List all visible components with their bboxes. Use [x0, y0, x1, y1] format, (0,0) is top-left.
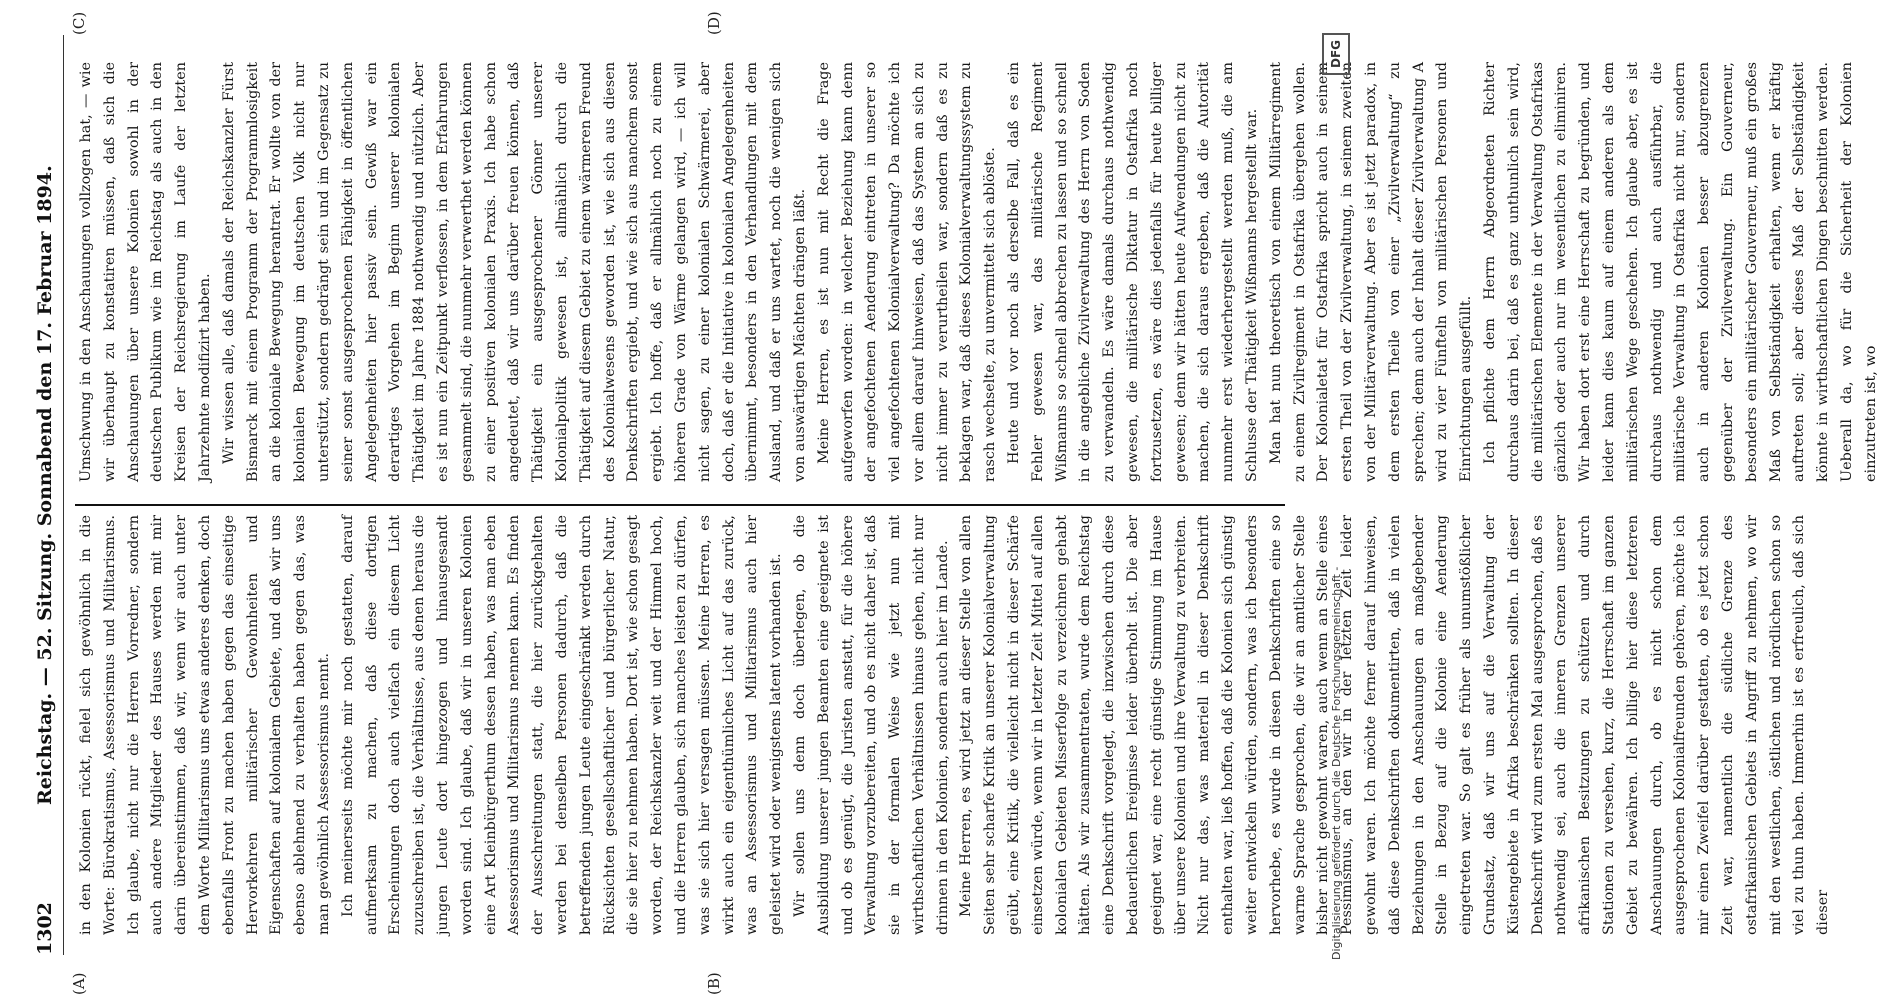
text-column-right — [75, 62, 1879, 482]
paragraph: Umschwung in den Anschauungen vollzogen hat, — wie wir überhaupt zu konstatiren müssen, daß sich die Anschauungen über unsere Kolonien sowohl in der deutschen Publikum wie im Reichstag als auch in den Kreisen der Reichsregierung im Laufe der letzten Jahrzehnte modifizirt haben. — [78, 62, 213, 482]
page-header — [30, 35, 60, 955]
paragraph: Man hat nun theoretisch von einem Militärregiment zu einem Zivilregiment in Ostafrika übergehen wollen. Der Kolonialetat für Ostafrika spricht auch in seinem ersten Theil von der Zivilverwaltung, in seinem zweiten von der Militärverwaltung. Aber es ist jetzt paradox, in dem ersten Theile von einer „Zivilverwaltung“ zu sprechen; denn auch der Inhalt dieser Zivilverwaltung A wird zu vier Fünfteln von militärischen Personen und Einrichtungen ausgefüllt. — [1267, 62, 1475, 482]
margin-label-d: (D) — [705, 11, 723, 35]
paragraph: in den Kolonien rückt, fielel sich gewöhnlich in die Worte: Bürokratismus, Assessorismus und Militarismus. Ich glaube, nicht nur die Herren Vorredner, sondern auch andere Mitglieder des Hauses werden mit mir darin übereinstimmen, daß wir, wenn wir auch unter dem Worte Militarismus uns etwas anderes denken, doch ebenfalls Front zu machen haben gegen das einseitige Hervorkehren militärischer Gewohnheiten und Eigenschaften auf kolonialem Gebiete, und daß wir uns ebenso ablehnend zu verhalten haben gegen das, was man gewöhnlich Assessorismus nennt. — [78, 515, 332, 935]
paragraph: Meine Herren, es wird jetzt an dieser Stelle von allen Seiten sehr scharfe Kritik an unserer Kolonialverwaltung geübt, eine Kritik, die vielleicht nicht in dieser Schärfe einsetzen würde, wenn wir in letzter Zeit Mittel auf allen kolonialen Gebieten Misserfolge zu verzeichnen gehabt hätten. Als wir zusammentraten, wurde dem Reichstag eine Denkschrift vorgelegt, die inzwischen durch diese bedauerlichen Ereignisse leider überholt ist. Die aber geeignet war, eine recht günstige Stimmung im Hause über unsere Kolonien und ihre Verwaltung zu verbreiten. Nicht nur das, was materiell in dieser Denkschrift enthalten war, ließ hoffen, daß die Kolonien sich günstig weiter entwickeln würden, sondern, was ich besonders hervorhebe, es wurde in diesen Denkschriften eine so warme Sprache gesprochen, die wir an amtlicher Stelle bisher nicht gewohnt waren, auch wenn an Stelle eines Pessimismus, an den wir in der letzten Zeit leider gewohnt waren. Ich möchte ferner darauf hinweisen, daß diese Denkschriften dokumentirten, daß in vielen Beziehungen in den Anschauungen an maßgebender Stelle in Bezug auf die Kolonie eine Aenderung eingetreten war. So galt es früher als unumstößlicher Grundsatz, daß wir uns auf die Verwaltung der Küstengebiete in Afrika beschränken sollten. In dieser Denkschrift wird zum ersten Mal ausgesprochen, daß es nothwendig sei, auch die inneren Grenzen unserer afrikanischen Besitzungen zu schützen und durch Stationen zu versehen, kurz, die Herrschaft im ganzen Gebiet zu bewähren. Ich billige hier diese letzteren Anschauungen durch, ob es nicht schon dem ausgesprochenen Kolonialfreunden gehören, möchte ich mir einen Zweifel darüber gestatten, ob es jetzt schon Zeit war, namentlich die südliche Grenze des ostafrikanischen Gebiets in Angriff zu nehmen, wo wir mit den westlichen, östlichen und nördlichen schon so viel zu thun haben. Immerhin ist es erfreulich, daß sich dieser — [958, 515, 1832, 935]
margin-label-c: (C) — [70, 11, 88, 35]
margin-label-b: (B) — [705, 972, 723, 995]
column-divider — [75, 504, 1285, 506]
header-rule — [63, 35, 64, 955]
paragraph: Ich pflichte dem Herrn Abgeordneten Richter durchaus darin bei, daß es ganz unthunlich sein wird, die militärischen Elemente in der Verwaltung Ostafrikas gänzlich oder auch nur im wesentlichen zu eliminiren. Wir haben dort erst eine Herrschaft zu begründen, und leider kann dies kaum auf einem anderen als dem militärischen Wege geschehen. Ich glaube aber, es ist durchaus nothwendig und auch ausführbar, die militärische Verwaltung in Ostafrika nicht nur, sondern auch in anderen Kolonien besser abzugrenzen gegenüber der Zivilverwaltung. Ein Gouverneur, besonders ein militärischer Gouverneur, muß ein großes Maß von Selbständigkeit erhalten, wenn er kräftig auftreten soll; aber dieses Maß der Selbständigkeit könnte in wirthschaftlichen Dingen beschnitten werden. Ueberall da, wo für die Sicherheit der Kolonien einzutreten ist, wo — [1482, 62, 1879, 482]
paragraph: Ich meinerseits möchte mir noch gestatten, darauf aufmerksam zu machen, daß diese dortigen Erscheinungen doch auch vielfach ein diesem Licht zuzuschreiben ist, die Verhältnisse, aus denen heraus die jungen Leute dort hingezogen und hinausgesandt worden sind. Ich glaube, daß wir in unseren Kolonien eine Art Kleinbürgerthum dessen haben, was man eben Assessorismus und Militarismus nennen kann. Es finden der Ausschreitungen statt, die hier zurückgehalten werden bei denselben Personen dadurch, daß die betreffenden jungen Leute eingeschränkt werden durch Rücksichten gesellschaftlicher und bürgerlicher Natur, die sie hier zu nehmen haben. Dort ist, wie schon gesagt worden, der Reichskanzler weit und der Himmel hoch, und die Herren glauben, sich manches leisten zu dürfen, was sie sich hier versagen müssen. Meine Herren, es wirkt auch ein eigenthümliches Licht auf das zurück, was an Assessorismus und Militarismus auch hier geleistet wird oder wenigstens latent vorhanden ist. — [339, 515, 785, 935]
paragraph: Meine Herren, es ist nun mit Recht die Frage aufgeworfen worden: in welcher Beziehung kann denn der angefochtenen Aenderung eintreten in unserer so viel angefochtenen Kolonialverwaltung? Da möchte ich vor allem darauf hinweisen, daß das System an sich zu nicht immer zu verurtheilen war, sondern daß es zu beklagen war, daß dieses Kolonialverwaltungssystem zu rasch wechselte, zu unvermittelt sich ablöste. — [815, 62, 999, 482]
paragraph: Heute und vor noch als derselbe Fall, daß es ein Fehler gewesen war, das militärische Regiment Wißmanns so schnell abbrechen zu lassen und so schnell in die angebliche Zivilverwaltung des Herrn von Soden zu verwandeln. Es wäre damals durchaus nothwendig gewesen, die militärische Diktatur in Ostafrika noch fortzusetzen, es wäre dies jedenfalls für heute billiger gewesen; denn wir hätten heute Aufwendungen nicht zu machen, die sich daraus ergeben, daß die Autorität nunmehr erst wiederhergestellt werden muß, die am Schlusse der Thätigkeit Wißmanns hergestellt war. — [1006, 62, 1261, 482]
paragraph: Wir wissen alle, daß damals der Reichskanzler Fürst Bismarck mit einem Programm der Programmlosigkeit an die koloniale Bewegung herantrat. Er wollte von der kolonialen Bewegung im deutschen Volk nicht nur unterstützt, sondern gedrängt sein und im Gegensatz zu seiner sonst ausgesprochenen Fähigkeit in öffentlichen Angelegenheiten hier passiv sein. Gewiß war ein derartiges Vorgehen im Beginn unserer kolonialen Thätigkeit im Jahre 1884 nothwendig und nützlich. Aber es ist nun ein Zeitpunkt verflossen, in dem Erfahrungen gesammelt sind, die nunmehr verwerthet werden können zu einer positiven kolonialen Praxis. Ich habe schon angedeutet, daß wir uns darüber freuen können, daß Thätigkeit ein ausgesprochener Gönner unserer Kolonialpolitik gewesen ist, allmählich durch die Thätigkeit auf diesem Gebiet zu einem wärmeren Freund des Kolonialwesens geworden ist, wie sich aus diesen Denkschriften ergiebt, und wie sich aus manchem sonst ergiebt. Ich hoffe, daß er allmählich noch zu einem höheren Grade von Wärme gelangen wird, — ich will nicht sagen, zu einer kolonialen Schwärmerei, aber doch, daß er die Initiative in kolonialen Angelegenheiten übernimmt, besonders in den Verhandlungen mit dem Ausland, und daß er uns wartet, noch die wenigen sich von auswärtigen Mächten drängen läßt. — [220, 62, 808, 482]
dfg-logo: DFG — [1322, 33, 1350, 75]
session-title: Reichstag. — 52. Sitzung. Sonnabend den 17. Februar 1894. — [34, 165, 56, 805]
page-number: 1302 — [34, 902, 56, 955]
digitization-credit: Digitalisierung gefördert durch die Deutsche Forschungsgemeinschaft - — [1330, 566, 1343, 960]
margin-label-a: (A) — [70, 972, 88, 995]
paragraph: Wir sollen uns denn doch überlegen, ob die Ausbildung unserer jungen Beamten eine geeignete ist und ob es genügt, die Juristen anstatt, für die höhere Verwaltung vorzubereiten, und ob es nicht daher ist, daß sie in der formalen Weise wie jetzt nun mit wirthschaftlichen Verhältnissen hinaus gehen, nicht nur drinnen in den Kolonien, sondern auch hier im Lande. — [791, 515, 951, 935]
